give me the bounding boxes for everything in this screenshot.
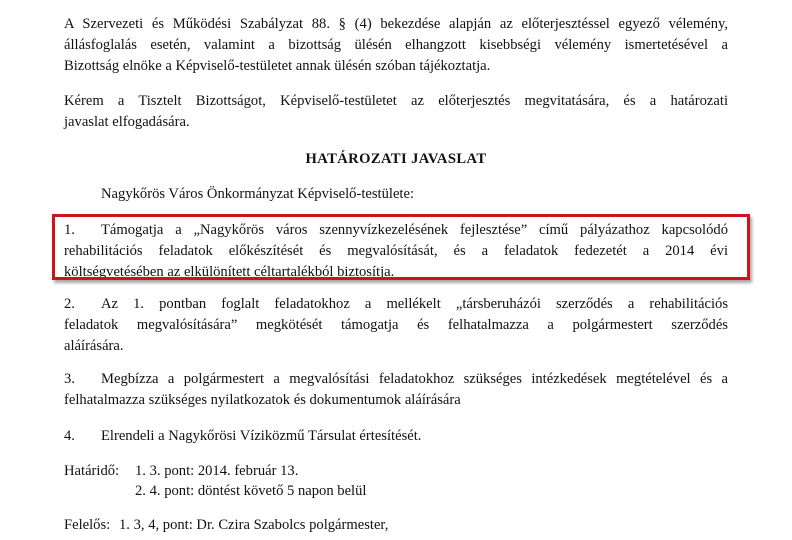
- paragraph-szmsz: [64, 14, 728, 77]
- item-text: Az 1. pontban foglalt feladatokhoz a mellékelt „társberuházói szerződés a rehabilitációs: [101, 296, 728, 312]
- item-number: 2.: [64, 296, 75, 312]
- paragraph-request: [64, 91, 728, 133]
- paragraph-line: Bizottság elnöke a Képviselő-testületet annak ülésén szóban tájékoztatja.: [64, 58, 491, 74]
- paragraph-line: javaslat elfogadására.: [64, 114, 190, 130]
- item-line: költségvetésében az elkülönített céltartalékból biztosítja.: [64, 264, 395, 280]
- item-text: Támogatja a „Nagykőrös város szennyvízkezelésének fejlesztése” című pályázathoz kapcsolódó: [101, 222, 728, 238]
- resolution-intro: Nagykőrös Város Önkormányzat Képviselő-testülete:: [101, 186, 415, 202]
- item-text: Megbízza a polgármestert a megvalósítási feladatokhoz szükséges intézkedések megtételével és a: [101, 371, 728, 387]
- resolution-item-2: [64, 294, 728, 357]
- item-line: [64, 294, 728, 315]
- item-line: aláírására.: [64, 338, 124, 354]
- paragraph-line: Kérem a Tisztelt Bizottságot, Képviselő-testületet az előterjesztés megvitatására, és a határozati: [64, 93, 728, 109]
- item-text: Elrendeli a Nagykőrösi Víziközmű Társulat értesítését.: [101, 428, 422, 444]
- deadline-line: 1. 3. pont: 2014. február 13.: [135, 463, 299, 479]
- paragraph-line: A Szervezeti és Működési Szabályzat 88. § (4) bekezdése alapján az előterjesztéssel egyező vélemény,: [64, 16, 728, 32]
- paragraph-line: állásfoglalás esetén, valamint a bizottság ülésén elhangzott kisebbségi vélemény ismertetésével a: [64, 37, 728, 53]
- item-number: 4.: [64, 428, 75, 444]
- item-line: feladatok megvalósítására” megkötését támogatja és felhatalmazza a polgármestert szerződés: [64, 317, 728, 333]
- responsible-line: 1. 3, 4, pont: Dr. Czira Szabolcs polgármester,: [119, 517, 389, 533]
- deadline-line: 2. 4. pont: döntést követő 5 napon belül: [135, 483, 367, 499]
- item-number: 3.: [64, 371, 75, 387]
- item-line: [64, 220, 728, 241]
- item-line: rehabilitációs feladatok előkészítését és megvalósítását, és a feladatok fedezetét a 2014 évi: [64, 243, 728, 259]
- deadline-label: Határidő:: [64, 463, 120, 479]
- item-line: [64, 426, 728, 447]
- resolution-item-1: [64, 220, 728, 283]
- resolution-item-3: [64, 369, 728, 411]
- section-heading: HATÁROZATI JAVASLAT: [305, 151, 487, 167]
- resolution-item-4: [64, 426, 728, 447]
- responsible-label: Felelős:: [64, 517, 111, 533]
- item-line: [64, 369, 728, 390]
- item-line: felhatalmazza szükséges nyilatkozatok és dokumentumok aláírására: [64, 392, 461, 408]
- item-number: 1.: [64, 222, 75, 238]
